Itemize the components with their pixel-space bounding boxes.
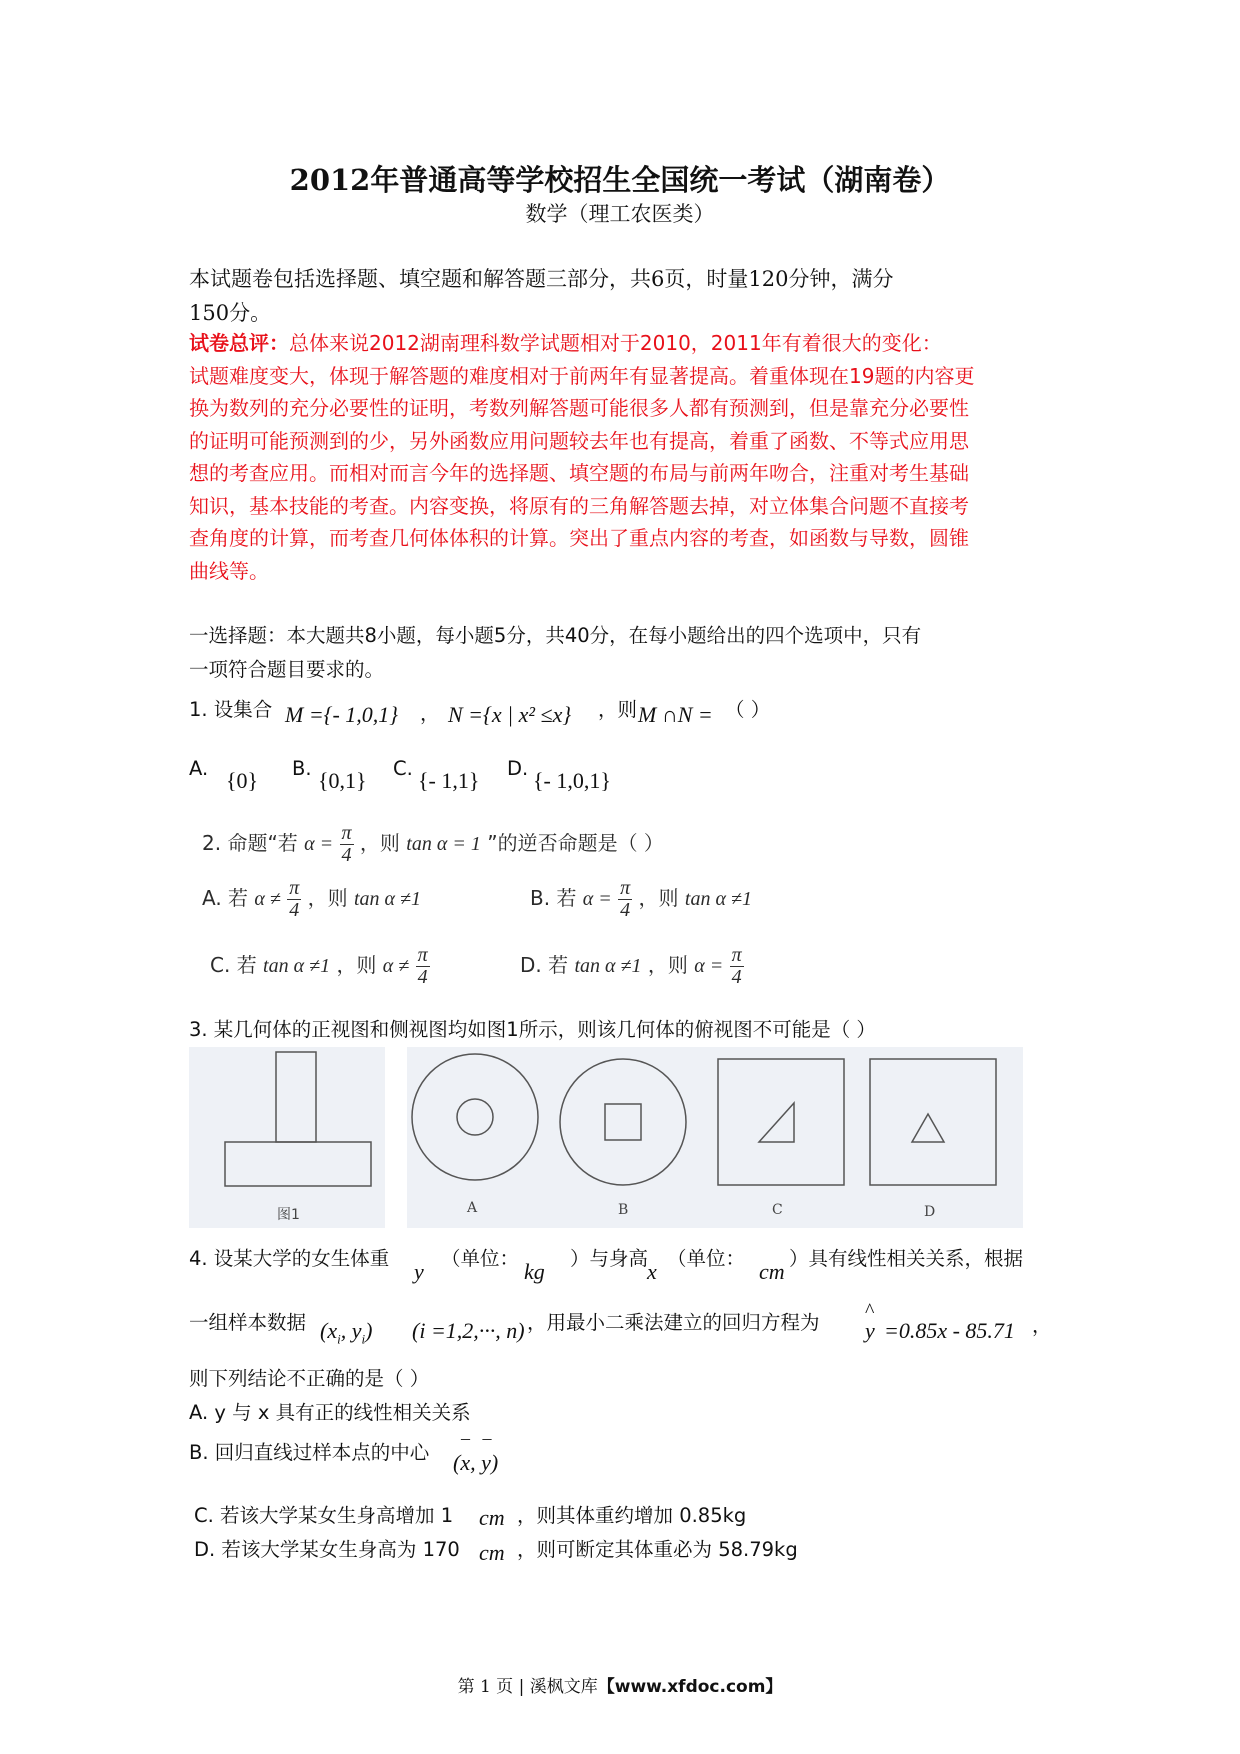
- q4-option-c-b: ，则其体重约增加 0.85kg: [517, 1504, 747, 1527]
- q2-mid: ，则: [359, 831, 400, 855]
- q1-option-d-value: {- 1,0,1}: [533, 768, 611, 793]
- figure-options-drawing: [407, 1047, 1023, 1228]
- q1-option-b-value: {0,1}: [318, 768, 367, 793]
- q2-option-a-frac: [287, 878, 301, 921]
- review-line-6: 知识，基本技能的考查。内容变换，将原有的三角解答题去掉，对立体集合问题不直接考: [189, 493, 969, 518]
- q1-then: ，则: [598, 698, 638, 721]
- figure-1-base: [225, 1142, 371, 1186]
- page-footer: [0, 1672, 1240, 1697]
- q4-text-1: 4. 设某大学的女生体重: [189, 1247, 390, 1270]
- intro-paragraph: [189, 262, 1049, 330]
- option-a-outer-circle: [412, 1054, 538, 1180]
- section-heading: [189, 619, 1059, 687]
- q2-option-c-then: ，则: [336, 953, 377, 977]
- option-c-square: [718, 1059, 844, 1185]
- q1-expr: M ∩N =: [638, 702, 713, 727]
- q1-option-a-label: A.: [189, 757, 209, 780]
- q1-option-c-value: {- 1,1}: [418, 768, 480, 793]
- option-b-outer-circle: [560, 1059, 686, 1185]
- q2-option-a-pi: π: [289, 877, 300, 899]
- q4-yhat: y: [865, 1318, 875, 1343]
- review-line-7: 查角度的计算，而考查几何体体积的计算。突出了重点内容的考查，如函数与导数，圆锥: [189, 526, 969, 550]
- q4-comma: ，: [1032, 1314, 1052, 1337]
- review-line-1: 总体来说2012湖南理科数学试题相对于2010，2011年有着很大的变化：: [289, 331, 942, 355]
- q4-data-pair-close: ): [365, 1318, 373, 1343]
- option-a-inner-circle: [457, 1099, 493, 1135]
- q2-option-d-frac: [730, 945, 744, 988]
- q2-prefix: 2. 命题“若: [202, 831, 298, 855]
- review-label: 试卷总评：: [189, 331, 289, 355]
- q2-option-b-then: ，则: [638, 886, 679, 910]
- q4-x: x: [647, 1259, 657, 1284]
- q4-data-sub-i2: i: [361, 1331, 366, 1347]
- q1-paren: （ ）: [725, 698, 771, 721]
- review-line-2: 试题难度变大，体现于解答题的难度相对于前两年有显著提高。着重体现在19题的内容更: [189, 363, 975, 388]
- q2-option-b-pi: π: [620, 877, 631, 899]
- q2-option-a-rel: α ≠: [254, 888, 281, 910]
- q2-stem: [202, 823, 664, 866]
- q2-option-c-frac: [416, 945, 430, 988]
- q4-option-d-a: D. 若该大学某女生身高为 170: [194, 1538, 460, 1561]
- q2-option-c-tan: tan α ≠1: [263, 955, 331, 977]
- q2-pi: π: [341, 822, 352, 844]
- option-b-inner-square: [605, 1104, 641, 1140]
- q4-option-b-bar: – –: [461, 1428, 496, 1448]
- q2-option-b-four: 4: [620, 899, 631, 921]
- q2-option-c-pi: π: [417, 944, 428, 966]
- q2-option-b: [530, 878, 752, 921]
- q1-option-a-value: {0}: [226, 768, 259, 793]
- q2-option-a-tan: tan α ≠1: [354, 888, 422, 910]
- figure-1-label: 图1: [277, 1207, 300, 1223]
- q2-option-a-then: ，则: [307, 886, 348, 910]
- q2-option-d-then: ，则: [647, 953, 688, 977]
- q4-line2-b: ，用最小二乘法建立的回归方程为: [527, 1311, 820, 1334]
- q1-option-b-label: B.: [292, 757, 312, 780]
- q2-option-d-rel: α =: [694, 955, 724, 977]
- review-line-8: 曲线等。: [189, 558, 269, 583]
- q4-option-d-cm: cm: [479, 1540, 505, 1565]
- intro-line-2: 150分。: [189, 301, 272, 325]
- q2-option-c-rel: α ≠: [382, 955, 410, 977]
- review-line-5: 想的考查应用。而相对而言今年的选择题、填空题的布局与前两年吻合，注重对考生基础: [189, 461, 969, 485]
- q2-option-d-tan: tan α ≠1: [574, 955, 642, 977]
- q4-equation: =0.85x - 85.71: [884, 1318, 1015, 1343]
- q4-kg: kg: [524, 1259, 545, 1284]
- section-line-1: 一选择题：本大题共8小题，每小题5分，共40分，在每小题给出的四个选项中，只有: [189, 624, 922, 647]
- q4-option-c-cm: cm: [479, 1505, 505, 1530]
- q1-option-c-label: C.: [393, 757, 413, 780]
- q4-unit2: （单位：: [667, 1247, 746, 1270]
- q4-index-range: (i =1,2,···, n): [412, 1318, 525, 1343]
- option-c-right-triangle: [759, 1103, 794, 1142]
- q4-line2-a: 一组样本数据: [189, 1311, 307, 1334]
- figure-label-d: D: [924, 1204, 936, 1220]
- q2-option-c-four: 4: [417, 966, 428, 988]
- section-line-2: 一项符合题目要求的。: [189, 658, 385, 681]
- q1-set-m: M ={- 1,0,1}: [285, 702, 399, 727]
- q4-data-pair-open: (x: [320, 1318, 338, 1343]
- q1-comma: ，: [420, 702, 440, 725]
- q4-unit1: （单位：: [441, 1247, 520, 1270]
- q1-option-d-label: D.: [507, 757, 529, 780]
- page-title: 2012年普通高等学校招生全国统一考试（湖南卷）: [289, 163, 951, 197]
- review-line-4: 的证明可能预测到的少，另外函数应用问题较去年也有提高，着重了函数、不等式应用思: [189, 428, 969, 453]
- q2-option-a-four: 4: [289, 899, 300, 921]
- figure-label-a: A: [467, 1200, 478, 1216]
- q2-option-b-label: B.: [530, 886, 551, 910]
- q3-stem: 3. 某几何体的正视图和侧视图均如图1所示，则该几何体的俯视图不可能是（ ）: [189, 1018, 876, 1041]
- q4-text-2: ）与身高: [570, 1247, 649, 1270]
- q2-option-d-pi: π: [731, 944, 742, 966]
- q4-option-a: A. y 与 x 具有正的线性相关关系: [189, 1401, 471, 1424]
- q4-line3: 则下列结论不正确的是（ ）: [189, 1367, 430, 1390]
- q2-option-a-label: A.: [202, 886, 222, 910]
- q2-option-d-label: D.: [520, 953, 542, 977]
- q2-option-c: [210, 945, 430, 988]
- q2-suffix: ”的逆否命题是（ ）: [487, 831, 664, 855]
- review-line-3: 换为数列的充分必要性的证明，考数列解答题可能很多人都有预测到，但是靠充分必要性: [189, 396, 969, 420]
- q2-option-b-frac: [618, 878, 632, 921]
- option-d-triangle: [912, 1114, 944, 1142]
- q4-y: y: [414, 1259, 424, 1284]
- figure-options-panel: [407, 1047, 1023, 1228]
- q2-option-a: [202, 878, 421, 921]
- page-subtitle: 数学（理工农医类）: [525, 202, 715, 226]
- review-paragraph: [189, 327, 1059, 587]
- footer-page: 第 1 页 | 溪枫文库: [457, 1677, 598, 1697]
- figure-1-upright: [276, 1052, 316, 1142]
- figure-label-b: B: [618, 1202, 629, 1218]
- q1-prefix: 1. 设集合: [189, 698, 273, 721]
- q4-data-pair: [320, 1318, 372, 1347]
- q2-pi-over-4: [340, 823, 354, 866]
- q2-option-d-four: 4: [731, 966, 742, 988]
- q2-alpha-eq: α =: [304, 833, 334, 855]
- q4-option-c-a: C. 若该大学某女生身高增加 1: [194, 1504, 454, 1527]
- q4-data-pair-mid: , y: [340, 1318, 362, 1343]
- q2-tan-expr: tan α = 1: [406, 833, 481, 855]
- q2-option-a-ruo: 若: [228, 886, 249, 910]
- q4-option-d-b: ，则可断定其体重必为 58.79kg: [517, 1538, 798, 1561]
- q4-data-sub-i1: i: [337, 1331, 341, 1347]
- q1-set-n: N ={x | x² ≤x}: [448, 702, 572, 727]
- q2-option-b-ruo: 若: [556, 886, 577, 910]
- q4-option-b-math: (x, y): [453, 1450, 499, 1475]
- q4-text-3: ）具有线性相关关系，根据: [789, 1247, 1024, 1270]
- q4-hat: ^: [865, 1300, 875, 1322]
- q4-cm: cm: [759, 1259, 785, 1284]
- q4-option-b-text: B. 回归直线过样本点的中心: [189, 1441, 430, 1464]
- q2-option-d: [520, 945, 744, 988]
- figure-1-drawing: [189, 1047, 385, 1228]
- figure-label-c: C: [772, 1202, 783, 1218]
- q2-option-b-rel: α =: [582, 888, 612, 910]
- q2-option-c-ruo: 若: [236, 953, 257, 977]
- footer-site-link[interactable]: 【www.xfdoc.com】: [597, 1677, 783, 1697]
- q2-option-c-label: C.: [210, 953, 231, 977]
- q2-option-b-tan: tan α ≠1: [684, 888, 752, 910]
- intro-line-1: 本试题卷包括选择题、填空题和解答题三部分，共6页，时量120分钟，满分: [189, 267, 894, 291]
- q2-option-d-ruo: 若: [548, 953, 569, 977]
- q2-four: 4: [341, 844, 352, 866]
- figure-1-panel: [189, 1047, 385, 1228]
